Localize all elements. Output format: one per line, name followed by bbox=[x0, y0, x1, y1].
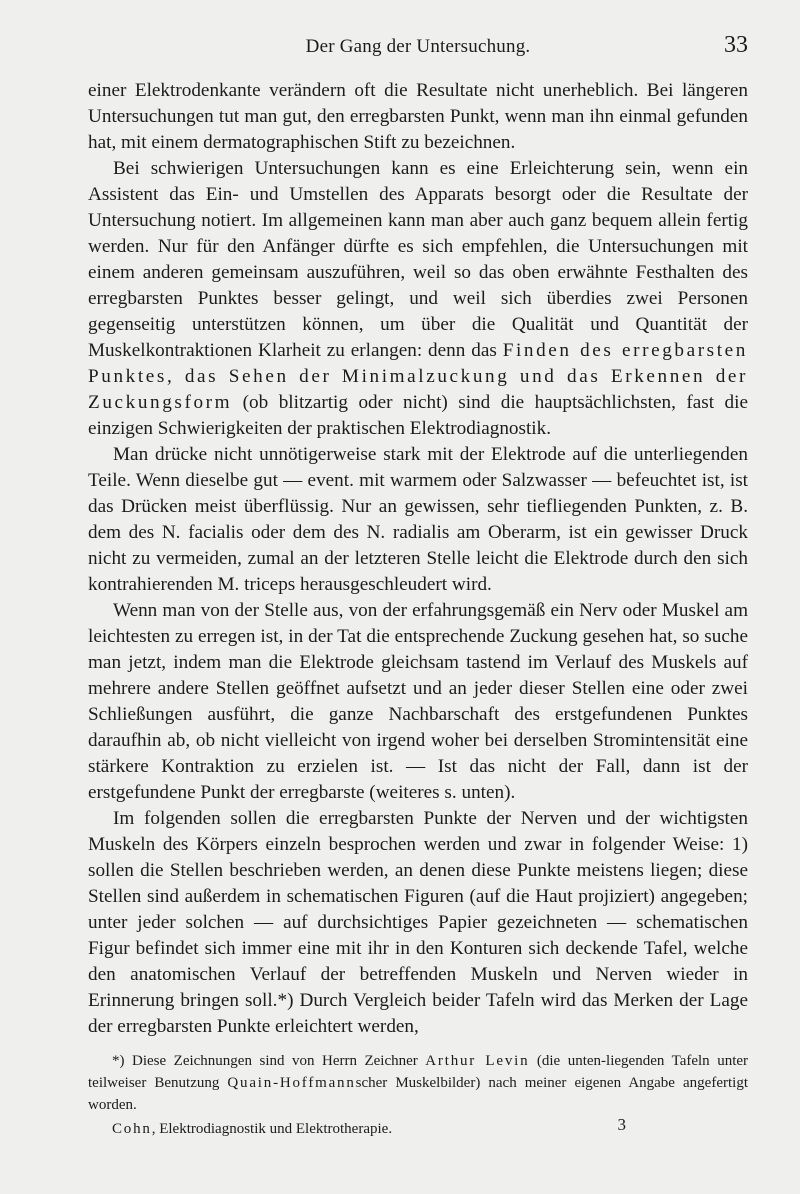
emphasized-text: Finden des erregbarsten Punktes, das Sehen der Minimalzuckung und das Erkennen der Zuckungsform bbox=[88, 340, 748, 413]
footnote-text-end: scher Muskelbilder) nach meiner eigenen Angabe angefertigt worden. bbox=[88, 1075, 748, 1113]
paragraph-text: Bei schwierigen Untersuchungen kann es eine Erleichterung sein, wenn ein Assistent das Ein- und Umstellen des Apparats besorgt oder die Resultate der Untersuchung notiert. Im allgemeinen kann man aber auch ganz bequem allein fertig werden. Nur für den Anfänger dürfte es sich empfehlen, die Untersuchungen mit einem anderen gemeinsam auszuführen, weil so das oben erwähnte Festhalten des erregbarsten Punktes besser gelingt, und weil sich überdies zwei Personen gegenseitig unterstützen können, um über die Qualität und Quantität der Muskelkontraktionen Klarheit zu erlangen: denn das bbox=[88, 158, 748, 361]
footnote-text-middle: (die unten-liegenden Tafeln unter teilweiser Benutzung bbox=[88, 1053, 749, 1091]
paragraph-text: einer Elektrodenkante verändern oft die Resultate nicht unerheblich. Bei längeren Untersuchungen tut man gut, den erregbarsten Punkt, wenn man ihn einmal gefunden hat, mit einem dermatographischen Stift zu bezeichnen. bbox=[88, 80, 748, 153]
footnote-source-name: Quain-Hoffmann bbox=[227, 1075, 356, 1091]
paragraph bbox=[88, 78, 748, 156]
running-title: Der Gang der Untersuchung. bbox=[305, 36, 531, 57]
footer-line bbox=[88, 1115, 748, 1140]
paragraph-text: Im folgenden sollen die erregbarsten Punkte der Nerven und der wichtigsten Muskeln des Körpers einzeln besprochen werden und zwar in folgender Weise: 1) sollen die Stellen beschrieben werden, an denen diese Punkte meistens liegen; diese Stellen sind außerdem in schematischen Figuren (auf die Haut projiziert) angegeben; unter jeder solchen — auf durchsichtiges Papier gezeichneten — schematischen Figur befindet sich immer eine mit ihr in den Konturen sich deckende Tafel, welche den anatomischen Verlauf der betreffenden Muskeln und Nerven wieder in Erinnerung bringen soll.*) Durch Vergleich beider Tafeln wird das Merken der Lage der erregbarsten Punkte erleichtert werden, bbox=[88, 808, 748, 1037]
book-source bbox=[112, 1118, 392, 1140]
paragraph bbox=[88, 442, 748, 598]
paragraph-text: Man drücke nicht unnötigerweise stark mit der Elektrode auf die unterliegenden Teile. Wenn dieselbe gut — event. mit warmem oder Salzwasser — befeuchtet ist, ist das Drücken meist überflüssig. Nur an gewissen, sehr tiefliegenden Punkten, z. B. dem des N. facialis oder dem des N. radialis am Oberarm, ist ein gewisser Druck nicht zu vermeiden, zumal an der letzteren Stelle leicht die Elektrode durch den sich kontrahierenden M. triceps herausgeschleudert wird. bbox=[88, 444, 748, 595]
footnote-text: Diese Zeichnungen sind von Herrn Zeichner bbox=[124, 1053, 426, 1069]
footnote-artist-name: Arthur Levin bbox=[425, 1053, 530, 1069]
running-head bbox=[88, 30, 748, 64]
signature-mark: 3 bbox=[617, 1115, 626, 1134]
paragraph bbox=[88, 598, 748, 806]
body-text bbox=[88, 78, 748, 1040]
paragraph bbox=[88, 156, 748, 442]
book-author: Cohn bbox=[112, 1121, 152, 1137]
footnote bbox=[88, 1050, 748, 1116]
footnote-marker: *) bbox=[112, 1053, 125, 1069]
paragraph-text: Wenn man von der Stelle aus, von der erfahrungsgemäß ein Nerv oder Muskel am leichtesten zu erregen ist, in der Tat die entsprechende Zuckung gesehen hat, so suche man jetzt, indem man die Elektrode gleichsam tastend im Verlauf des Muskels auf mehrere andere Stellen geöffnet aufsetzt und an jeder dieser Stellen eine oder zwei Schließungen ausführt, die ganze Nachbarschaft des erstgefundenen Punktes daraufhin ab, ob nicht vielleicht von irgend woher bei derselben Stromintensität eine stärkere Kontraktion zu erzielen ist. — Ist das nicht der Fall, dann ist der erstgefundene Punkt der erregbarste (weiteres s. unten). bbox=[88, 600, 748, 803]
footnote-area bbox=[88, 1050, 748, 1140]
book-title: , Elektrodiagnostik und Elektrotherapie. bbox=[151, 1121, 393, 1137]
page-number: 33 bbox=[724, 32, 748, 58]
paragraph-text: (ob blitzartig oder nicht) sind die hauptsächlichsten, fast die einzigen Schwierigkeiten der praktischen Elektrodiagnostik. bbox=[88, 392, 748, 439]
paragraph bbox=[88, 806, 748, 1040]
